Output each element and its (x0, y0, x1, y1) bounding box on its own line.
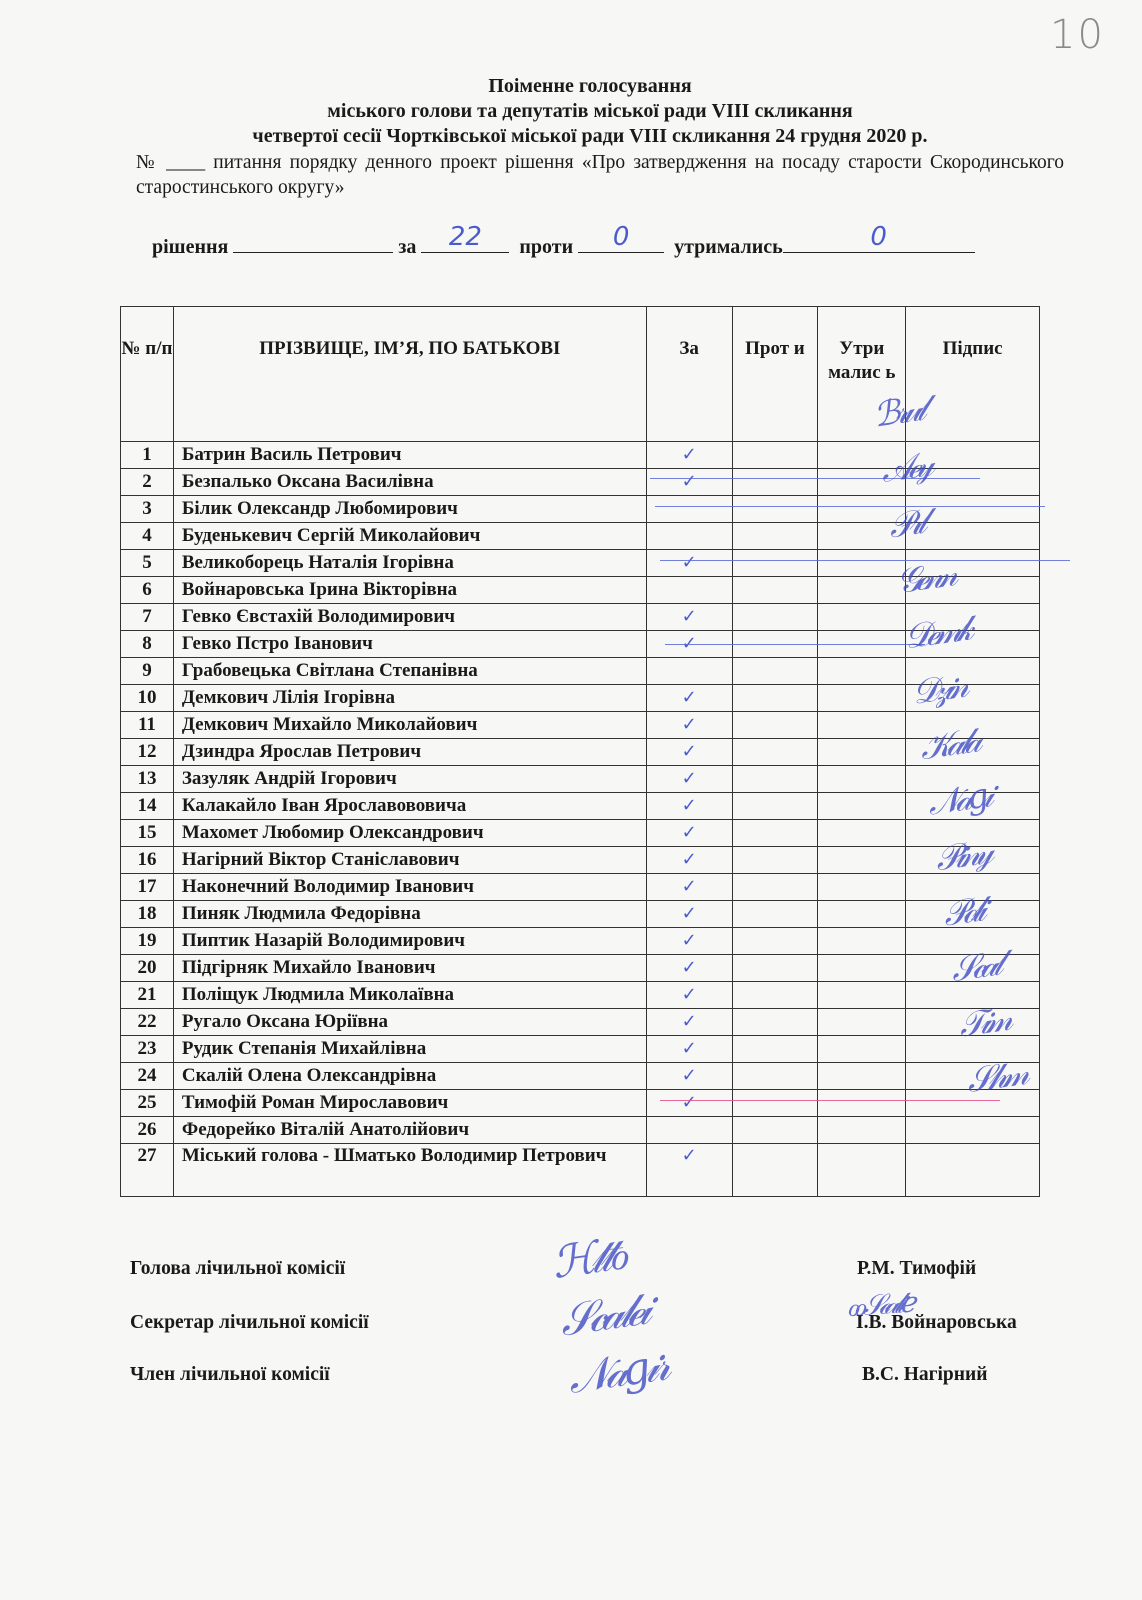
row-number: 4 (121, 523, 174, 550)
vote-abstained-cell (818, 712, 906, 739)
member-name: Федорейко Віталій Анатолійович (173, 1117, 646, 1144)
member-name: Безпалько Оксана Василівна (173, 469, 646, 496)
vote-against-cell (732, 793, 818, 820)
vote-abstained-cell (818, 874, 906, 901)
vote-for-cell: ✓ (646, 982, 732, 1009)
member-name: Пиптик Назарій Володимирович (173, 928, 646, 955)
table-row (121, 1036, 1040, 1063)
header-against: Прот и (732, 307, 818, 442)
decision-blank (233, 230, 393, 253)
vote-abstained-cell (818, 820, 906, 847)
table-row (121, 1090, 1040, 1117)
decision-summary (152, 222, 1072, 259)
row-number: 17 (121, 874, 174, 901)
vote-for-cell: ✓ (646, 901, 732, 928)
za-value: 22 (448, 222, 482, 252)
row-number: 10 (121, 685, 174, 712)
header-line-1: Поіменне голосування (488, 75, 692, 97)
vote-abstained-cell (818, 1090, 906, 1117)
member-name: Підгірняк Михайло Іванович (173, 955, 646, 982)
table-row (121, 712, 1040, 739)
table-row (121, 793, 1040, 820)
commission-signatures: ℋ𝓉𝓉ℴ 𝒮𝒸𝒶𝓁ℯ𝒾 𝒩𝒶𝑔𝒾𝓇 (548, 1228, 669, 1404)
vote-for-cell: ✓ (646, 1144, 732, 1197)
vote-for-cell: ✓ (646, 793, 732, 820)
vote-for-cell: ✓ (646, 1036, 732, 1063)
table-row (121, 874, 1040, 901)
absent-line-6 (660, 560, 1070, 561)
row-number: 26 (121, 1117, 174, 1144)
member-name: Великоборець Наталія Ігорівна (173, 550, 646, 577)
row-number: 18 (121, 901, 174, 928)
member-name: Міський голова - Шматько Володимир Петрович (173, 1144, 646, 1197)
utrymalys-value: 0 (870, 222, 887, 252)
vote-for-cell: ✓ (646, 1009, 732, 1036)
decision-label: рішення (152, 236, 229, 258)
member-name: Поліщук Людмила Миколаївна (173, 982, 646, 1009)
table-row (121, 658, 1040, 685)
vote-for-cell: ✓ (646, 928, 732, 955)
vote-for-cell (646, 523, 732, 550)
vote-against-cell (732, 1009, 818, 1036)
chair-label: Голова лічильної комісії (130, 1258, 346, 1279)
table-row (121, 685, 1040, 712)
header-abstained: Утри малис ь (818, 307, 906, 442)
vote-for-cell: ✓ (646, 685, 732, 712)
row-number: 11 (121, 712, 174, 739)
row-number: 6 (121, 577, 174, 604)
vote-against-cell (732, 766, 818, 793)
signature-cell (906, 1144, 1040, 1197)
vote-abstained-cell (818, 847, 906, 874)
vote-against-cell (732, 685, 818, 712)
member-name: Махомет Любомир Олександрович (173, 820, 646, 847)
vote-for-cell: ✓ (646, 766, 732, 793)
row-number: 22 (121, 1009, 174, 1036)
table-row (121, 955, 1040, 982)
vote-against-cell (732, 874, 818, 901)
vote-for-cell: ✓ (646, 1063, 732, 1090)
signature-cell (906, 1117, 1040, 1144)
vote-abstained-cell (818, 901, 906, 928)
row-number: 19 (121, 928, 174, 955)
agenda-question: № ____ питання порядку денного проект рішення «Про затвердження на посаду старости Скородинського старостинського округу» (136, 152, 1064, 198)
vote-for-cell: ✓ (646, 442, 732, 469)
header-line-3: четвертої сесії Чортківської міської ради VIII скликання 24 грудня 2020 р. (252, 125, 928, 147)
vote-against-cell (732, 982, 818, 1009)
table-row (121, 982, 1040, 1009)
vote-for-cell: ✓ (646, 874, 732, 901)
vote-against-cell (732, 523, 818, 550)
member-name: Наконечний Володимир Іванович (173, 874, 646, 901)
row-number: 25 (121, 1090, 174, 1117)
member-label: Член лічильної комісії (130, 1364, 330, 1385)
member-name: Батрин Василь Петрович (173, 442, 646, 469)
vote-for-cell: ✓ (646, 1090, 732, 1117)
vote-abstained-cell (818, 955, 906, 982)
member-name: Буденькевич Сергій Миколайович (173, 523, 646, 550)
secretary-label: Секретар лічильної комісії (130, 1312, 369, 1333)
row-number: 16 (121, 847, 174, 874)
vote-abstained-cell (818, 1036, 906, 1063)
vote-for-cell (646, 577, 732, 604)
vote-against-cell (732, 604, 818, 631)
vote-abstained-cell (818, 577, 906, 604)
vote-against-cell (732, 469, 818, 496)
vote-against-cell (732, 550, 818, 577)
vote-for-cell: ✓ (646, 847, 732, 874)
signature-scrawl-column: ℬ𝓇𝓊𝓁 𝒜ℯ𝓎 𝒫𝓇𝓁 𝒢ℯ𝓃𝓃 𝒟ℯ𝓂𝓀 𝒟𝓏𝒾𝓃 𝒦𝒶𝓁𝒶 𝒩𝒶𝑔𝒾 𝒫𝒾𝓃𝓎 𝒫ℴ𝓁𝒾 𝒮𝒸𝒶𝓁 𝒯𝒾𝓂 𝒮𝒽𝓂 (870, 389, 1027, 1101)
member-name: В.С. Нагірний (862, 1364, 988, 1385)
vote-for-cell (646, 1117, 732, 1144)
header-for: За (646, 307, 732, 442)
vote-for-cell: ✓ (646, 712, 732, 739)
vote-abstained-cell (818, 1063, 906, 1090)
member-name: Нагірний Віктор Станіславович (173, 847, 646, 874)
vote-abstained-cell (818, 982, 906, 1009)
header-signature: Підпис (906, 307, 1040, 442)
absent-line-9 (665, 644, 925, 645)
row-number: 14 (121, 793, 174, 820)
member-name: Дзиндра Ярослав Петрович (173, 739, 646, 766)
row-number: 20 (121, 955, 174, 982)
member-name: Гевко Євстахій Володимирович (173, 604, 646, 631)
member-name: Тимофій Роман Мирославович (173, 1090, 646, 1117)
member-name: Калакайло Іван Ярославововича (173, 793, 646, 820)
row-number: 23 (121, 1036, 174, 1063)
table-row (121, 766, 1040, 793)
vote-against-cell (732, 901, 818, 928)
vote-abstained-cell (818, 658, 906, 685)
vote-against-cell (732, 820, 818, 847)
vote-for-cell (646, 658, 732, 685)
member-name: Скалій Олена Олександрівна (173, 1063, 646, 1090)
row-number: 24 (121, 1063, 174, 1090)
table-row (121, 1117, 1040, 1144)
vote-for-cell: ✓ (646, 820, 732, 847)
vote-for-cell: ✓ (646, 739, 732, 766)
table-row (121, 1063, 1040, 1090)
vote-against-cell (732, 712, 818, 739)
vote-for-cell: ✓ (646, 604, 732, 631)
vote-against-cell (732, 442, 818, 469)
za-label: за (398, 236, 417, 258)
vote-against-cell (732, 577, 818, 604)
za-blank (421, 222, 509, 253)
vote-abstained-cell (818, 739, 906, 766)
vote-abstained-cell (818, 604, 906, 631)
vote-against-cell (732, 1117, 818, 1144)
vote-against-cell (732, 1063, 818, 1090)
vote-against-cell (732, 955, 818, 982)
member-name: Войнаровська Ірина Вікторівна (173, 577, 646, 604)
proty-blank (578, 222, 664, 253)
vote-against-cell (732, 739, 818, 766)
member-name: Демкович Лілія Ігорівна (173, 685, 646, 712)
vote-for-cell: ✓ (646, 955, 732, 982)
utrymalys-label: утримались (674, 236, 783, 258)
table-row (121, 847, 1040, 874)
row-number: 8 (121, 631, 174, 658)
vote-against-cell (732, 928, 818, 955)
vote-abstained-cell (818, 1117, 906, 1144)
vote-abstained-cell (818, 793, 906, 820)
row-number: 2 (121, 469, 174, 496)
absent-line-26 (660, 1100, 1000, 1101)
vote-for-cell (646, 496, 732, 523)
member-name: Рудик Степанія Михайлівна (173, 1036, 646, 1063)
row-number: 27 (121, 1144, 174, 1197)
row-number: 15 (121, 820, 174, 847)
vote-abstained-cell (818, 1009, 906, 1036)
row-number: 12 (121, 739, 174, 766)
vote-against-cell (732, 1036, 818, 1063)
vote-abstained-cell (818, 685, 906, 712)
row-number: 9 (121, 658, 174, 685)
member-name: Зазуляк Андрій Ігорович (173, 766, 646, 793)
vote-for-cell: ✓ (646, 631, 732, 658)
table-row (121, 820, 1040, 847)
page-number: 10 (1050, 12, 1105, 58)
vote-abstained-cell (818, 928, 906, 955)
member-name: Грабовецька Світлана Степанівна (173, 658, 646, 685)
header-line-2: міського голови та депутатів міської ради VIII скликання (327, 100, 853, 122)
vote-abstained-cell (818, 1144, 906, 1197)
row-number: 13 (121, 766, 174, 793)
vote-for-cell: ✓ (646, 469, 732, 496)
table-row (121, 1009, 1040, 1036)
row-number: 21 (121, 982, 174, 1009)
document-header (120, 74, 1060, 149)
member-name: Пиняк Людмила Федорівна (173, 901, 646, 928)
header-name: ПРІЗВИЩЕ, ІМ’Я, ПО БАТЬКОВІ (173, 307, 646, 442)
header-number: № п/п (121, 307, 174, 442)
vote-against-cell (732, 1144, 818, 1197)
row-number: 3 (121, 496, 174, 523)
member-name: Білик Олександр Любомирович (173, 496, 646, 523)
member-name: Гевко Пстро Іванович (173, 631, 646, 658)
vote-against-cell (732, 658, 818, 685)
absent-line-4 (655, 506, 1045, 507)
vote-for-cell: ✓ (646, 550, 732, 577)
row-number: 5 (121, 550, 174, 577)
proty-value: 0 (612, 222, 630, 252)
table-row (121, 739, 1040, 766)
vote-against-cell (732, 1090, 818, 1117)
proty-label: проти (519, 236, 574, 258)
secretary-overwrite-signature: ℴℴ 𝒮𝒸𝒶𝓁𝒾ℯ (844, 1285, 911, 1324)
member-name: Демкович Михайло Миколайович (173, 712, 646, 739)
vote-against-cell (732, 847, 818, 874)
secretary-name: І.В. Войнаровська (856, 1312, 1017, 1333)
table-row (121, 1144, 1040, 1197)
member-name: Ругало Оксана Юріївна (173, 1009, 646, 1036)
vote-against-cell (732, 496, 818, 523)
table-row (121, 928, 1040, 955)
row-number: 1 (121, 442, 174, 469)
vote-abstained-cell (818, 766, 906, 793)
table-row (121, 901, 1040, 928)
utrymalys-blank (783, 222, 975, 253)
chair-name: Р.М. Тимофій (857, 1258, 977, 1279)
row-number: 7 (121, 604, 174, 631)
